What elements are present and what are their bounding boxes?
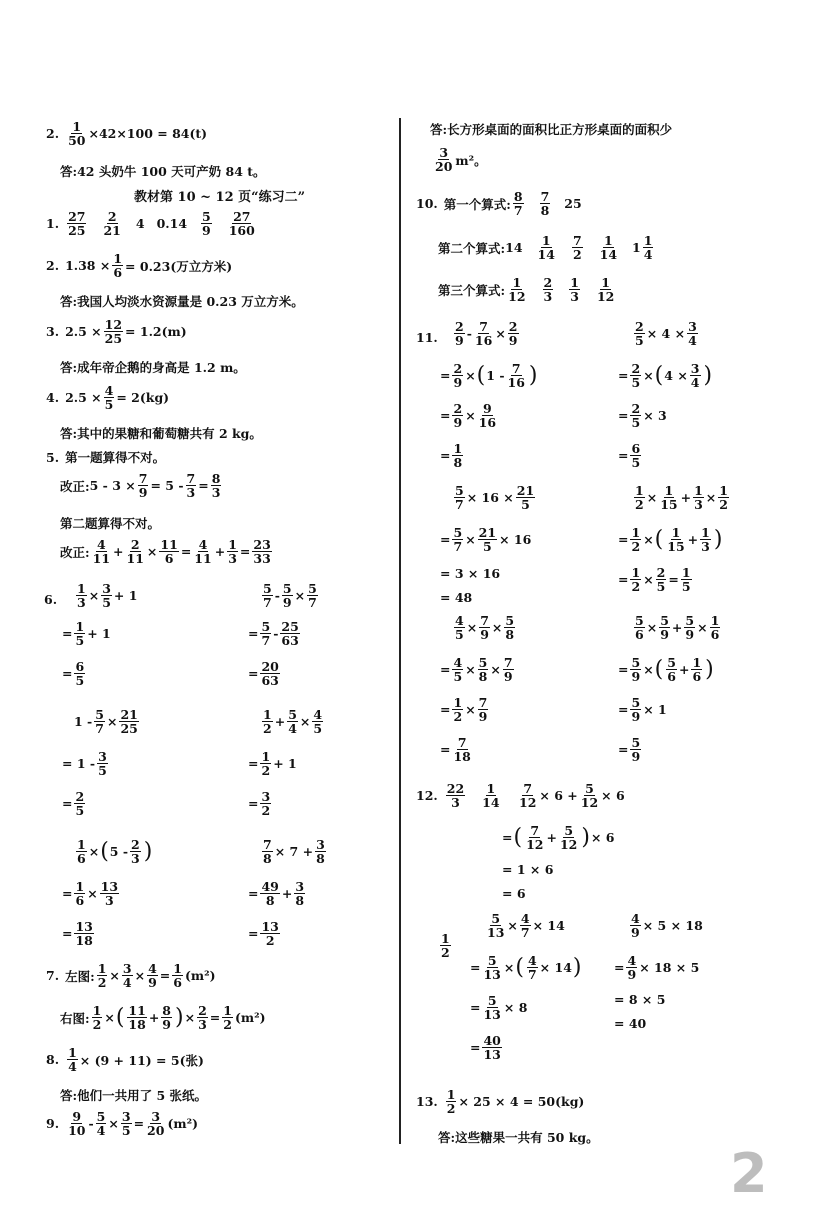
q6f-l3: = $\frac{13}{2}$ bbox=[248, 919, 279, 949]
q11f-l1: $\frac{5}{6}$ × $\frac{5}{9}$ + $\frac{5}{9}$ × $\frac{1}{6}$ bbox=[635, 613, 720, 643]
q6c-l1: 1 - $\frac{5}{7}$ × $\frac{21}{25}$ bbox=[74, 707, 138, 737]
q12c-l1: $\frac{4}{9}$ × 5 × 18 bbox=[631, 911, 703, 941]
q12-answers: 12. $\frac{22}{3}$ $\frac{1}{14}$ bbox=[416, 781, 500, 811]
q5-line1: 5. 第一题算得不对。 bbox=[46, 449, 166, 465]
q6f-l1: $\frac{7}{8}$ × 7 + $\frac{3}{8}$ bbox=[263, 837, 325, 867]
q12b-l2: = $\frac{5}{13}$ × ( $\frac{4}{7}$ × 14 ) bbox=[470, 953, 582, 983]
q8-answer: 答:他们一共用了 5 张纸。 bbox=[60, 1088, 208, 1103]
q4-answer: 答:其中的果糖和葡萄糖共有 2 kg。 bbox=[60, 426, 262, 441]
q6a-l3: = $\frac{6}{5}$ bbox=[62, 659, 85, 689]
page-number: 2 bbox=[730, 1142, 768, 1205]
q4-equation: 4. 2.5 × $\frac{4}{5}$ = 2(kg) bbox=[46, 383, 170, 413]
q11b-l3: = $\frac{2}{5}$ × 3 bbox=[618, 401, 667, 431]
q6b-l1: $\frac{5}{7}$ - $\frac{5}{9}$ × $\frac{5}{7}$ bbox=[263, 581, 317, 611]
q6d-l1: $\frac{1}{2}$ + $\frac{5}{4}$ × $\frac{4}{5}$ bbox=[263, 707, 323, 737]
q5-correction2: 改正: $\frac{4}{11}$ + $\frac{2}{11}$ × $\frac{11}{6}$ = $\frac{4}{11}$ + $\frac{1}{3}$ = $\frac{23}{33}$ bbox=[60, 537, 271, 567]
q2b-answer: 答:我国人均淡水资源量是 0.23 万立方米。 bbox=[60, 294, 304, 309]
q11e-l4: = $\frac{7}{18}$ bbox=[440, 735, 471, 765]
q7-right: 右图: $\frac{1}{2}$ × ( $\frac{11}{18}$ + $\frac{8}{9}$ ) × $\frac{2}{3}$ = $\frac{1}{2}$ (m²) bbox=[60, 1003, 266, 1033]
q6e-l2: = $\frac{1}{6}$ × $\frac{13}{3}$ bbox=[62, 879, 119, 909]
q3-equation: 3. 2.5 × $\frac{12}{25}$ = 1.2(m) bbox=[46, 317, 187, 347]
q11d-l3: = $\frac{1}{2}$ × $\frac{2}{5}$ = $\frac{1}{5}$ bbox=[618, 565, 691, 595]
q6a-l1: $\frac{1}{3}$ × $\frac{3}{5}$ + 1 bbox=[77, 581, 138, 611]
q11c-l1: $\frac{5}{7}$ × 16 × $\frac{21}{5}$ bbox=[455, 483, 535, 513]
q11c-l4: = 48 bbox=[440, 590, 473, 605]
q6b-l3: = $\frac{20}{63}$ bbox=[248, 659, 279, 689]
q6d-l3: = $\frac{3}{2}$ bbox=[248, 789, 271, 819]
q9-answer-line1: 答:长方形桌面的面积比正方形桌面的面积少 bbox=[430, 122, 673, 137]
q2b-equation: 2. 1.38 × $\frac{1}{6}$ = 0.23(万立方米) bbox=[46, 251, 233, 281]
q11d-l1: $\frac{1}{2}$ × $\frac{1}{15}$ + $\frac{1}{3}$ × $\frac{1}{2}$ bbox=[635, 483, 728, 513]
q11c-l3: = 3 × 16 bbox=[440, 566, 501, 581]
q6-number: 6. bbox=[44, 592, 58, 607]
q13-answer: 答:这些糖果一共有 50 kg。 bbox=[438, 1130, 599, 1145]
q11e-l2: = $\frac{4}{5}$ × $\frac{5}{8}$ × $\frac{7}{9}$ bbox=[440, 655, 513, 685]
q12a-l4: = 6 bbox=[502, 886, 526, 901]
q9-answer-line2: $\frac{3}{20}$ m²。 bbox=[435, 145, 487, 175]
q6e-l3: = $\frac{13}{18}$ bbox=[62, 919, 93, 949]
q13-equation: 13. $\frac{1}{2}$ × 25 × 4 = 50(kg) bbox=[416, 1087, 585, 1117]
q12c-l4: = 40 bbox=[614, 1016, 647, 1031]
fraction: $\frac{1}{50}$ bbox=[68, 119, 86, 149]
q3-answer: 答:成年帝企鹅的身高是 1.2 m。 bbox=[60, 360, 246, 375]
q12a-l3: = 1 × 6 bbox=[502, 862, 554, 877]
q2-answer: 答:42 头奶牛 100 天可产奶 84 t。 bbox=[60, 164, 266, 179]
q11c-l2: = $\frac{5}{7}$ × $\frac{21}{5}$ × 16 bbox=[440, 525, 532, 555]
q10-line1: 10. 第一个算式: $\frac{8}{7}$ $\frac{7}{8}$ 25 bbox=[416, 189, 582, 219]
q11e-l3: = $\frac{1}{2}$ × $\frac{7}{9}$ bbox=[440, 695, 488, 725]
q11a-l2: = $\frac{2}{9}$ × ( 1 - $\frac{7}{16}$ ) bbox=[440, 361, 538, 391]
q10-line3: 第三个算式: $\frac{1}{12}$ $\frac{2}{3}$ $\frac{1}{3}$ $\frac{1}{12}$ bbox=[438, 275, 615, 305]
q6c-l2: = 1 - $\frac{3}{5}$ bbox=[62, 749, 107, 779]
q11d-l2: = $\frac{1}{2}$ × ( $\frac{1}{15}$ + $\frac{1}{3}$ ) bbox=[618, 525, 723, 555]
q7-left: 7. 左图: $\frac{1}{2}$ × $\frac{3}{4}$ × $\frac{4}{9}$ = $\frac{1}{6}$ (m²) bbox=[46, 961, 216, 991]
q11a-l3: = $\frac{2}{9}$ × $\frac{9}{16}$ bbox=[440, 401, 497, 431]
q12c-l3: = 8 × 5 bbox=[614, 992, 666, 1007]
q11f-l2: = $\frac{5}{9}$ × ( $\frac{5}{6}$ + $\frac{1}{6}$ ) bbox=[618, 655, 714, 685]
q10-line2: 第二个算式: 14 $\frac{1}{14}$ $\frac{7}{2}$ $\frac{1}{14}$ 1 $\frac{1}{4}$ bbox=[438, 233, 653, 263]
q1-answers: 1. $\frac{27}{25}$ $\frac{2}{21}$ 4 0.14 $\frac{5}{9}$ $\frac{27}{160}$ bbox=[46, 209, 255, 239]
q6f-l2: = $\frac{49}{8}$ + $\frac{3}{8}$ bbox=[248, 879, 305, 909]
q6c-l3: = $\frac{2}{5}$ bbox=[62, 789, 85, 819]
q11b-l2: = $\frac{2}{5}$ × ( 4 × $\frac{3}{4}$ ) bbox=[618, 361, 713, 391]
q8-equation: 8. $\frac{1}{4}$ × (9 + 11) = 5(张) bbox=[46, 1045, 204, 1075]
q12c-l2: = $\frac{4}{9}$ × 18 × 5 bbox=[614, 953, 700, 983]
q11-number: 11. bbox=[416, 330, 438, 345]
column-divider bbox=[399, 118, 401, 1144]
q6a-l2: = $\frac{1}{5}$ + 1 bbox=[62, 619, 111, 649]
q11e-l1: $\frac{4}{5}$ × $\frac{7}{9}$ × $\frac{5}{8}$ bbox=[455, 613, 515, 643]
q5-correction1: 改正: 5 - 3 × $\frac{7}{9}$ = 5 - $\frac{7}{3}$ = $\frac{8}{3}$ bbox=[60, 471, 221, 501]
q12b-l1: $\frac{5}{13}$ × $\frac{4}{7}$ × 14 bbox=[487, 911, 565, 941]
q11a-l1: $\frac{2}{9}$ - $\frac{7}{16}$ × $\frac{2}{9}$ bbox=[455, 319, 518, 349]
q12b-l4: = $\frac{40}{13}$ bbox=[470, 1033, 501, 1063]
q11f-l3: = $\frac{5}{9}$ × 1 bbox=[618, 695, 667, 725]
q12a-l2: = ( $\frac{7}{12}$ + $\frac{5}{12}$ ) × 6 bbox=[502, 823, 615, 853]
q9-equation: 9. $\frac{9}{10}$ - $\frac{5}{4}$ × $\frac{3}{5}$ = $\frac{3}{20}$ (m²) bbox=[46, 1109, 198, 1139]
q12a-l1: $\frac{7}{12}$ × 6 + $\frac{5}{12}$ × 6 bbox=[519, 781, 625, 811]
section-title: 教材第 10 ~ 12 页“练习二” bbox=[134, 190, 306, 205]
q12b-l3: = $\frac{5}{13}$ × 8 bbox=[470, 993, 528, 1023]
q5-line2: 第二题算得不对。 bbox=[60, 516, 161, 531]
q2-equation: 2. $\frac{1}{50}$ ×42×100 = 84(t) bbox=[46, 119, 208, 149]
q6e-l1: $\frac{1}{6}$ × ( 5 - $\frac{2}{3}$ ) bbox=[77, 837, 153, 867]
q11b-l1: $\frac{2}{5}$ × 4 × $\frac{3}{4}$ bbox=[635, 319, 697, 349]
q11f-l4: = $\frac{5}{9}$ bbox=[618, 735, 641, 765]
q11b-l4: = $\frac{6}{5}$ bbox=[618, 441, 641, 471]
q6b-l2: = $\frac{5}{7}$ - $\frac{25}{63}$ bbox=[248, 619, 299, 649]
q6d-l2: = $\frac{1}{2}$ + 1 bbox=[248, 749, 297, 779]
q12-half: $\frac{1}{2}$ bbox=[441, 931, 450, 961]
q11a-l4: = $\frac{1}{8}$ bbox=[440, 441, 463, 471]
